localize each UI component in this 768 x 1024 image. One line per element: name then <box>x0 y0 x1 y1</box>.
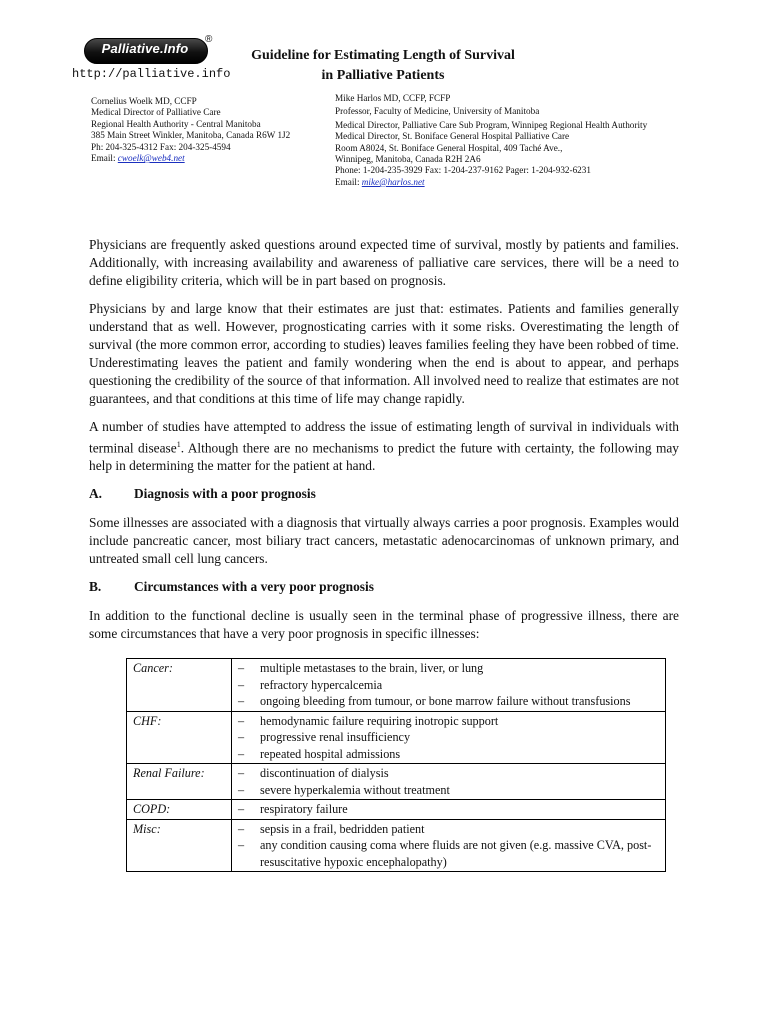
items-cell <box>232 800 666 820</box>
paragraph-studies <box>89 418 679 475</box>
list-item <box>238 660 659 677</box>
list-item <box>238 746 659 763</box>
dash: – <box>238 713 245 728</box>
contact-line: Regional Health Authority - Central Manitoba <box>91 118 261 129</box>
item-text: discontinuation of dialysis <box>260 766 389 780</box>
category-cell: CHF: <box>127 711 232 764</box>
list-item <box>238 693 659 710</box>
category-cell: COPD: <box>127 800 232 820</box>
title-line-1: Guideline for Estimating Length of Survival <box>251 48 515 63</box>
table-row <box>127 764 666 800</box>
paragraph-section-a: Some illnesses are associated with a diagnosis that virtually always carries a poor prognosis. Examples would include pancreatic cancer, most biliary tract cancers, metastatic adenocarcinomas of unknown primary, and untreated small cell lung cancers. <box>89 515 679 567</box>
footnote-marker: 1 <box>176 440 181 449</box>
author-contact-left <box>91 96 331 164</box>
item-text: ongoing bleeding from tumour, or bone marrow failure without transfusions <box>260 694 631 708</box>
item-text: progressive renal insufficiency <box>260 730 411 744</box>
palliative-info-logo <box>84 38 208 64</box>
contact-line: Phone: 1-204-235-3929 Fax: 1-204-237-9162 Pager: 1-204-932-6231 <box>335 165 591 176</box>
title-line-2: in Palliative Patients <box>321 68 445 83</box>
contact-line: Medical Director of Palliative Care <box>91 107 221 118</box>
email-link-harlos[interactable]: mike@harlos.net <box>361 176 425 187</box>
dash: – <box>238 766 245 780</box>
document-title <box>230 46 536 86</box>
prognosis-conditions-table <box>126 658 666 872</box>
contact-line: Professor, Faculty of Medicine, University of Manitoba <box>335 106 540 117</box>
contact-email-line <box>335 177 715 188</box>
category-cell: Renal Failure: <box>127 764 232 800</box>
author-contact-right <box>335 93 715 188</box>
section-letter: A. <box>89 486 103 502</box>
list-item <box>238 801 659 818</box>
section-title: Diagnosis with a poor prognosis <box>134 486 316 502</box>
item-text: any condition causing coma where fluids are not given (e.g. massive CVA, post-resuscitative hypoxic encephalopathy) <box>260 838 652 869</box>
list-item <box>238 837 659 870</box>
dash: – <box>238 694 245 708</box>
email-link-woelk[interactable]: cwoelk@web4.net <box>117 153 185 164</box>
table-row <box>127 711 666 764</box>
document-body <box>89 236 679 653</box>
category-cell: Cancer: <box>127 659 232 712</box>
logo-text: Palliative.Info <box>101 41 189 56</box>
section-title: Circumstances with a very poor prognosis <box>134 579 374 595</box>
items-cell <box>232 659 666 712</box>
item-text: repeated hospital admissions <box>260 746 401 761</box>
contact-email-line <box>91 153 331 164</box>
list-item <box>238 821 659 838</box>
item-text: sepsis in a frail, bedridden patient <box>260 821 425 836</box>
contact-line: Mike Harlos MD, CCFP, FCFP <box>335 93 451 103</box>
studies-text: A number of studies have attempted to address the issue of estimating length of survival in individuals with terminal disease <box>89 419 679 456</box>
items-cell <box>232 819 666 872</box>
list-item <box>238 782 659 799</box>
list-item <box>238 677 659 694</box>
items-cell <box>232 764 666 800</box>
contact-line: 385 Main Street Winkler, Manitoba, Canada R6W 1J2 <box>91 130 291 141</box>
dash: – <box>238 802 245 816</box>
item-text: multiple metastases to the brain, liver, or lung <box>260 661 484 675</box>
registered-mark: ® <box>205 34 213 45</box>
email-label: Email: <box>91 153 116 164</box>
category-cell: Misc: <box>127 819 232 872</box>
section-letter: B. <box>89 579 102 595</box>
contact-line: Room A8024, St. Boniface General Hospital, 409 Taché Ave., <box>335 142 563 153</box>
items-cell <box>232 711 666 764</box>
dash: – <box>238 782 245 797</box>
paragraph-intro: Physicians are frequently asked questions around expected time of survival, mostly by patients and families. Additionally, with increasing availability and awareness of palliative care services, there will be a need to define eligibility criteria, which will be in part based on prognosis. <box>89 237 679 288</box>
contact-line: Ph: 204-325-4312 Fax: 204-325-4594 <box>91 141 231 152</box>
list-item <box>238 713 659 730</box>
section-heading-a <box>89 485 679 503</box>
contact-line: Cornelius Woelk MD, CCFP <box>91 96 197 106</box>
dash: – <box>238 746 245 761</box>
dash: – <box>238 661 245 675</box>
dash: – <box>238 677 245 692</box>
item-text: hemodynamic failure requiring inotropic support <box>260 713 499 728</box>
email-label: Email: <box>335 176 360 187</box>
dash: – <box>238 730 245 744</box>
section-heading-b <box>89 578 679 596</box>
list-item <box>238 729 659 746</box>
paragraph-section-b: In addition to the functional decline is usually seen in the terminal phase of progressive illness, there are some circumstances that have a very poor prognosis in specific illnesses: <box>89 608 679 642</box>
table-row <box>127 819 666 872</box>
item-text: respiratory failure <box>260 802 348 816</box>
table-row <box>127 659 666 712</box>
list-item <box>238 765 659 782</box>
item-text: severe hyperkalemia without treatment <box>260 782 450 797</box>
table-row <box>127 800 666 820</box>
contact-line: Medical Director, St. Boniface General Hospital Palliative Care <box>335 131 570 142</box>
studies-text-cont: . Although there are no mechanisms to predict the future with certainty, the following may help in determining the matter for the patient at hand. <box>89 440 680 474</box>
dash: – <box>238 821 245 836</box>
paragraph-estimates: Physicians by and large know that their estimates are just that: estimates. Patients and families generally understand that as well. However, prognosticating carries with it some risks. Overestimating the length of survival (the more common error, according to studies) leaves families feeling they have been robbed of time. Underestimating leaves the patient and family wondering when the end is about to appear, and perhaps questioning the credibility of the source of that information. All involved need to realize that estimates are not guarantees, and that conditions at this time of life may change rapidly. <box>89 301 679 406</box>
contact-line: Medical Director, Palliative Care Sub Program, Winnipeg Regional Health Authority <box>335 119 648 130</box>
item-text: refractory hypercalcemia <box>260 677 383 692</box>
contact-line: Winnipeg, Manitoba, Canada R2H 2A6 <box>335 154 481 165</box>
dash: – <box>238 838 245 852</box>
site-url[interactable]: http://palliative.info <box>72 67 231 81</box>
